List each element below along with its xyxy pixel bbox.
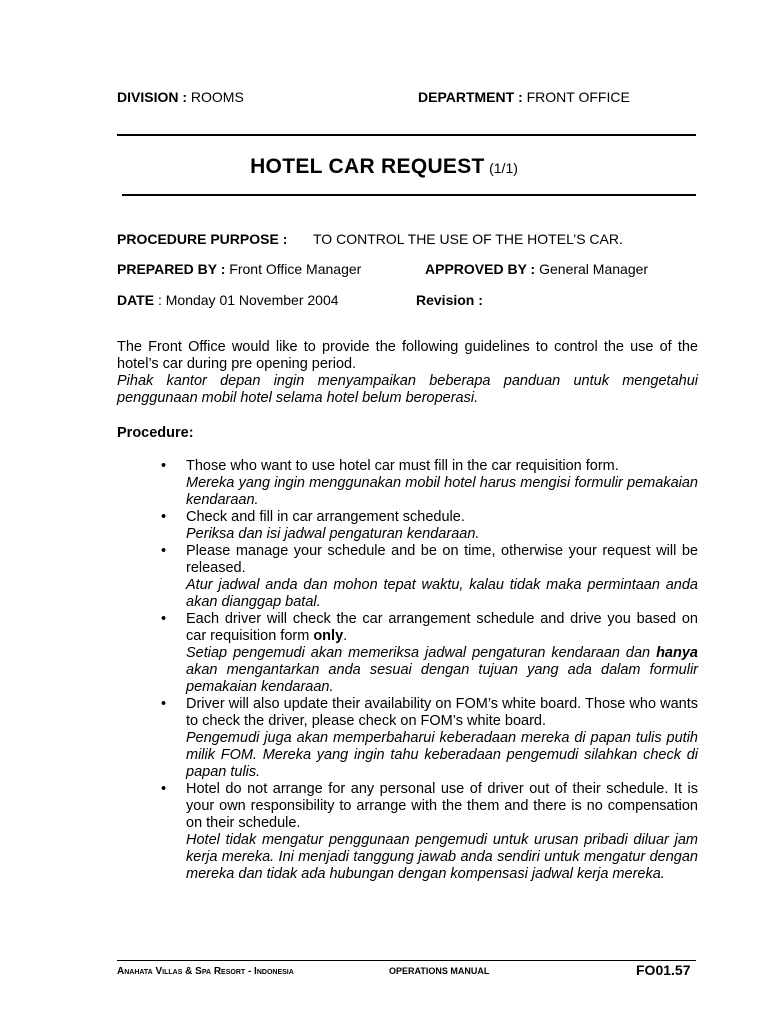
item-indonesian-pre: Setiap pengemudi akan memeriksa jadwal pengaturan kendaraan dan xyxy=(186,645,657,661)
item-english-post: . xyxy=(343,628,348,644)
procedure-heading: Procedure: xyxy=(117,425,194,441)
purpose-value: TO CONTROL THE USE OF THE HOTEL’S CAR. xyxy=(313,231,623,247)
purpose-label xyxy=(117,231,287,247)
item-english: Those who want to use hotel car must fill in the car requisition form. xyxy=(186,458,619,474)
item-english xyxy=(186,611,698,645)
list-item xyxy=(161,611,698,696)
item-indonesian: Pengemudi juga akan memperbaharui keberadaan mereka di papan tulis putih milik FOM. Mereka yang ingin tahu keberadaan pengemudi silahkan check di papan tulis. xyxy=(186,730,698,780)
prepared-by-label: PREPARED BY : xyxy=(117,261,226,277)
date-label: DATE xyxy=(117,292,155,308)
item-indonesian: Hotel tidak mengatur penggunaan pengemudi untuk urusan pribadi diluar jam kerja mereka. Ini menjadi tanggung jawab anda sendiri untuk mengatur dengan mereka dan tidak ada hubungan dengan kompensasi jadwal kerja mereka. xyxy=(186,832,698,882)
item-indonesian-bold: hanya xyxy=(656,645,698,661)
item-indonesian xyxy=(186,645,698,696)
item-english: Driver will also update their availability on FOM’s white board. Those who wants to check the driver, please check on FOM’s white board. xyxy=(186,696,698,729)
procedure-list xyxy=(161,458,698,883)
footer-divider xyxy=(117,960,696,961)
item-english: Hotel do not arrange for any personal use of driver out of their schedule. It is your own responsibility to arrange with the them and there is no compensation on their schedule. xyxy=(186,781,698,831)
intro-paragraph xyxy=(117,339,698,407)
bullet-icon: • xyxy=(161,781,167,797)
date-value: : Monday 01 November 2004 xyxy=(157,292,339,308)
division-field xyxy=(117,89,244,105)
department-label: DEPARTMENT : xyxy=(418,89,523,105)
approved-by-field xyxy=(425,261,648,277)
item-english-pre: Each driver will check the car arrangement schedule and drive you based on car requisition form xyxy=(186,611,698,644)
bullet-icon: • xyxy=(161,509,167,525)
item-english: Please manage your schedule and be on time, otherwise your request will be released. xyxy=(186,543,698,576)
division-label: DIVISION : xyxy=(117,89,188,105)
list-item xyxy=(161,509,698,543)
top-divider xyxy=(117,134,696,136)
item-english-bold: only xyxy=(313,628,344,644)
approved-by-value: General Manager xyxy=(539,261,649,277)
list-item xyxy=(161,781,698,883)
footer-manual: OPERATIONS MANUAL xyxy=(389,966,490,976)
prepared-by-value: Front Office Manager xyxy=(229,261,362,277)
title-main: HOTEL CAR REQUEST xyxy=(250,155,485,178)
intro-english: The Front Office would like to provide the following guidelines to control the use of the hotel’s car during pre opening period. xyxy=(117,339,698,372)
list-item xyxy=(161,543,698,611)
item-indonesian: Atur jadwal anda dan mohon tepat waktu, kalau tidak maka permintaan anda akan dianggap batal. xyxy=(186,577,698,610)
item-indonesian: Mereka yang ingin menggunakan mobil hotel harus mengisi formulir pemakaian kendaraan. xyxy=(186,475,698,508)
page-title xyxy=(0,155,768,179)
title-divider xyxy=(122,194,696,196)
footer-code: FO01.57 xyxy=(636,962,691,978)
revision-label: Revision : xyxy=(416,292,483,308)
footer-company: Anahata Villas & Spa Resort - Indonesia xyxy=(117,966,294,977)
item-indonesian: Periksa dan isi jadwal pengaturan kendaraan. xyxy=(186,526,480,542)
division-value: ROOMS xyxy=(190,89,244,105)
item-english: Check and fill in car arrangement schedule. xyxy=(186,509,465,525)
approved-by-label: APPROVED BY : xyxy=(425,261,536,277)
bullet-icon: • xyxy=(161,543,167,559)
department-field xyxy=(418,89,630,105)
list-item xyxy=(161,458,698,509)
date-field xyxy=(117,292,339,308)
item-indonesian-post: akan mengantarkan anda sesuai dengan tujuan yang ada dalam formulir pemakaian kendaraan. xyxy=(186,662,698,695)
list-item xyxy=(161,696,698,781)
purpose-label-text: PROCEDURE PURPOSE : xyxy=(117,231,288,247)
bullet-icon: • xyxy=(161,611,167,627)
department-value: FRONT OFFICE xyxy=(526,89,630,105)
prepared-by-field xyxy=(117,261,361,277)
intro-indonesian: Pihak kantor depan ingin menyampaikan beberapa panduan untuk mengetahui penggunaan mobil hotel selama hotel belum beroperasi. xyxy=(117,373,698,406)
bullet-icon: • xyxy=(161,458,167,474)
title-page-count: (1/1) xyxy=(489,160,518,176)
bullet-icon: • xyxy=(161,696,167,712)
